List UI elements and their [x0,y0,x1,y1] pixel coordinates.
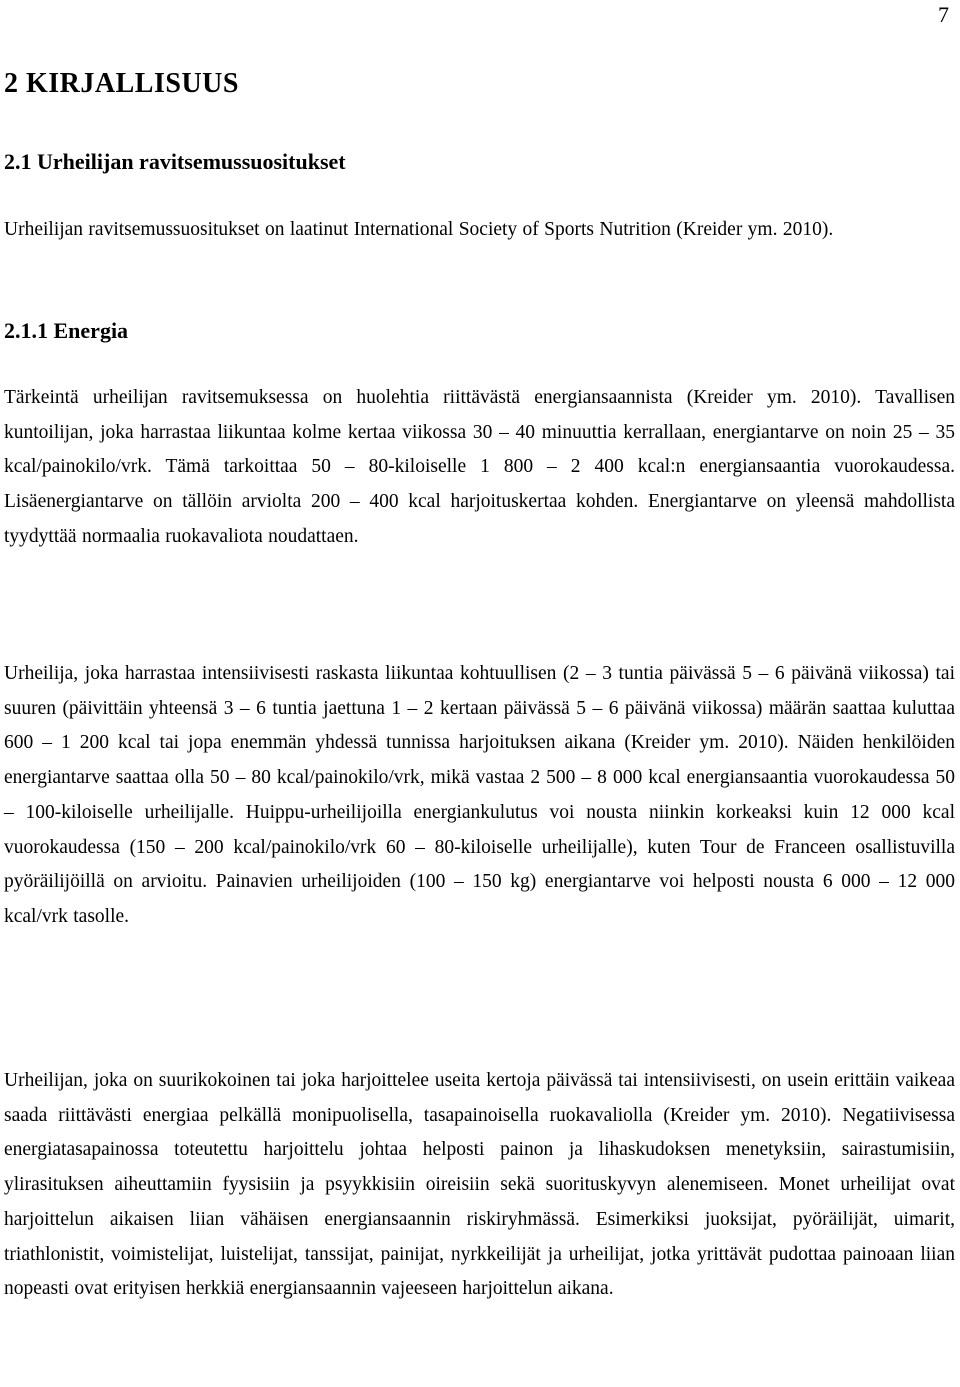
body-paragraph: Tärkeintä urheilijan ravitsemuksessa on huolehtia riittävästä energiansaannista (Kreider ym. 2010). Tavallisen kuntoilijan, joka harrastaa liikuntaa kolme kertaa viikossa 30 – 40 minuuttia kerrallaan, energiantarve on noin 25 – 35 kcal/painokilo/vrk. Tämä tarkoittaa 50 – 80-kiloiselle 1 800 – 2 400 kcal:n energiansaantia vuorokaudessa. Lisäenergiantarve on tällöin arviolta 200 – 400 kcal harjoituskertaa kohden. Energiantarve on yleensä mahdollista tyydyttää normaalia ruokavaliota noudattaen. [4,387,955,547]
body-paragraph: Urheilijan, joka on suurikokoinen tai joka harjoittelee useita kertoja päivässä tai intensiivisesti, on usein erittäin vaikeaa saada riittävästi energiaa pelkällä monipuolisella, tasapainoisella ruokavaliolla (Kreider ym. 2010). Negatiivisessa energiatasapainossa toteutettu harjoittelu johtaa helposti painon ja lihaskudoksen menetyksiin, sairastumisiin, ylirasituksen aiheuttamiin fyysisiin ja psyykkisiin oireisiin sekä suorituskyvyn alenemiseen. Monet urheilijat ovat harjoittelun aikaisen liian vähäisen energiansaannin riskiryhmässä. Esimerkiksi juoksijat, pyöräilijät, uimarit, triathlonistit, voimistelijat, luistelijat, tanssijat, painijat, nyrkkeilijät ja urheilijat, jotka yrittävät pudottaa painoaan liian nopeasti ovat erityisen herkkiä energiansaannin vajeeseen harjoittelun aikana. [4,1070,955,1300]
page-number: 7 [938,2,949,27]
chapter-heading: 2 KIRJALLISUUS [4,68,239,99]
body-paragraph: Urheilija, joka harrastaa intensiivisesti raskasta liikuntaa kohtuullisen (2 – 3 tuntia päivässä 5 – 6 päivänä viikossa) tai suuren (päivittäin yhteensä 3 – 6 tuntia jaettuna 1 – 2 kertaan päivässä 5 – 6 päivänä viikossa) määrän saattaa kuluttaa 600 – 1 200 kcal tai jopa enemmän yhdessä tunnissa harjoituksen aikana (Kreider ym. 2010). Näiden henkilöiden energiantarve saattaa olla 50 – 80 kcal/painokilo/vrk, mikä vastaa 2 500 – 8 000 kcal energiansaantia vuorokaudessa 50 – 100-kiloiselle urheilijalle. Huippu-urheilijoilla energiankulutus voi nousta niinkin korkeaksi kuin 12 000 kcal vuorokaudessa (150 – 200 kcal/painokilo/vrk 60 – 80-kiloiselle urheilijalle), kuten Tour de Franceen osallistuvilla pyöräilijöillä on arvioitu. Painavien urheilijoiden (100 – 150 kg) energiantarve voi helposti nousta 6 000 – 12 000 kcal/vrk tasolle. [4,663,955,927]
section-intro-paragraph: Urheilijan ravitsemussuositukset on laatinut International Society of Sports Nutrition (Kreider ym. 2010). [4,219,834,240]
section-heading: 2.1 Urheilijan ravitsemussuositukset [4,149,346,174]
subsection-heading: 2.1.1 Energia [4,318,129,343]
